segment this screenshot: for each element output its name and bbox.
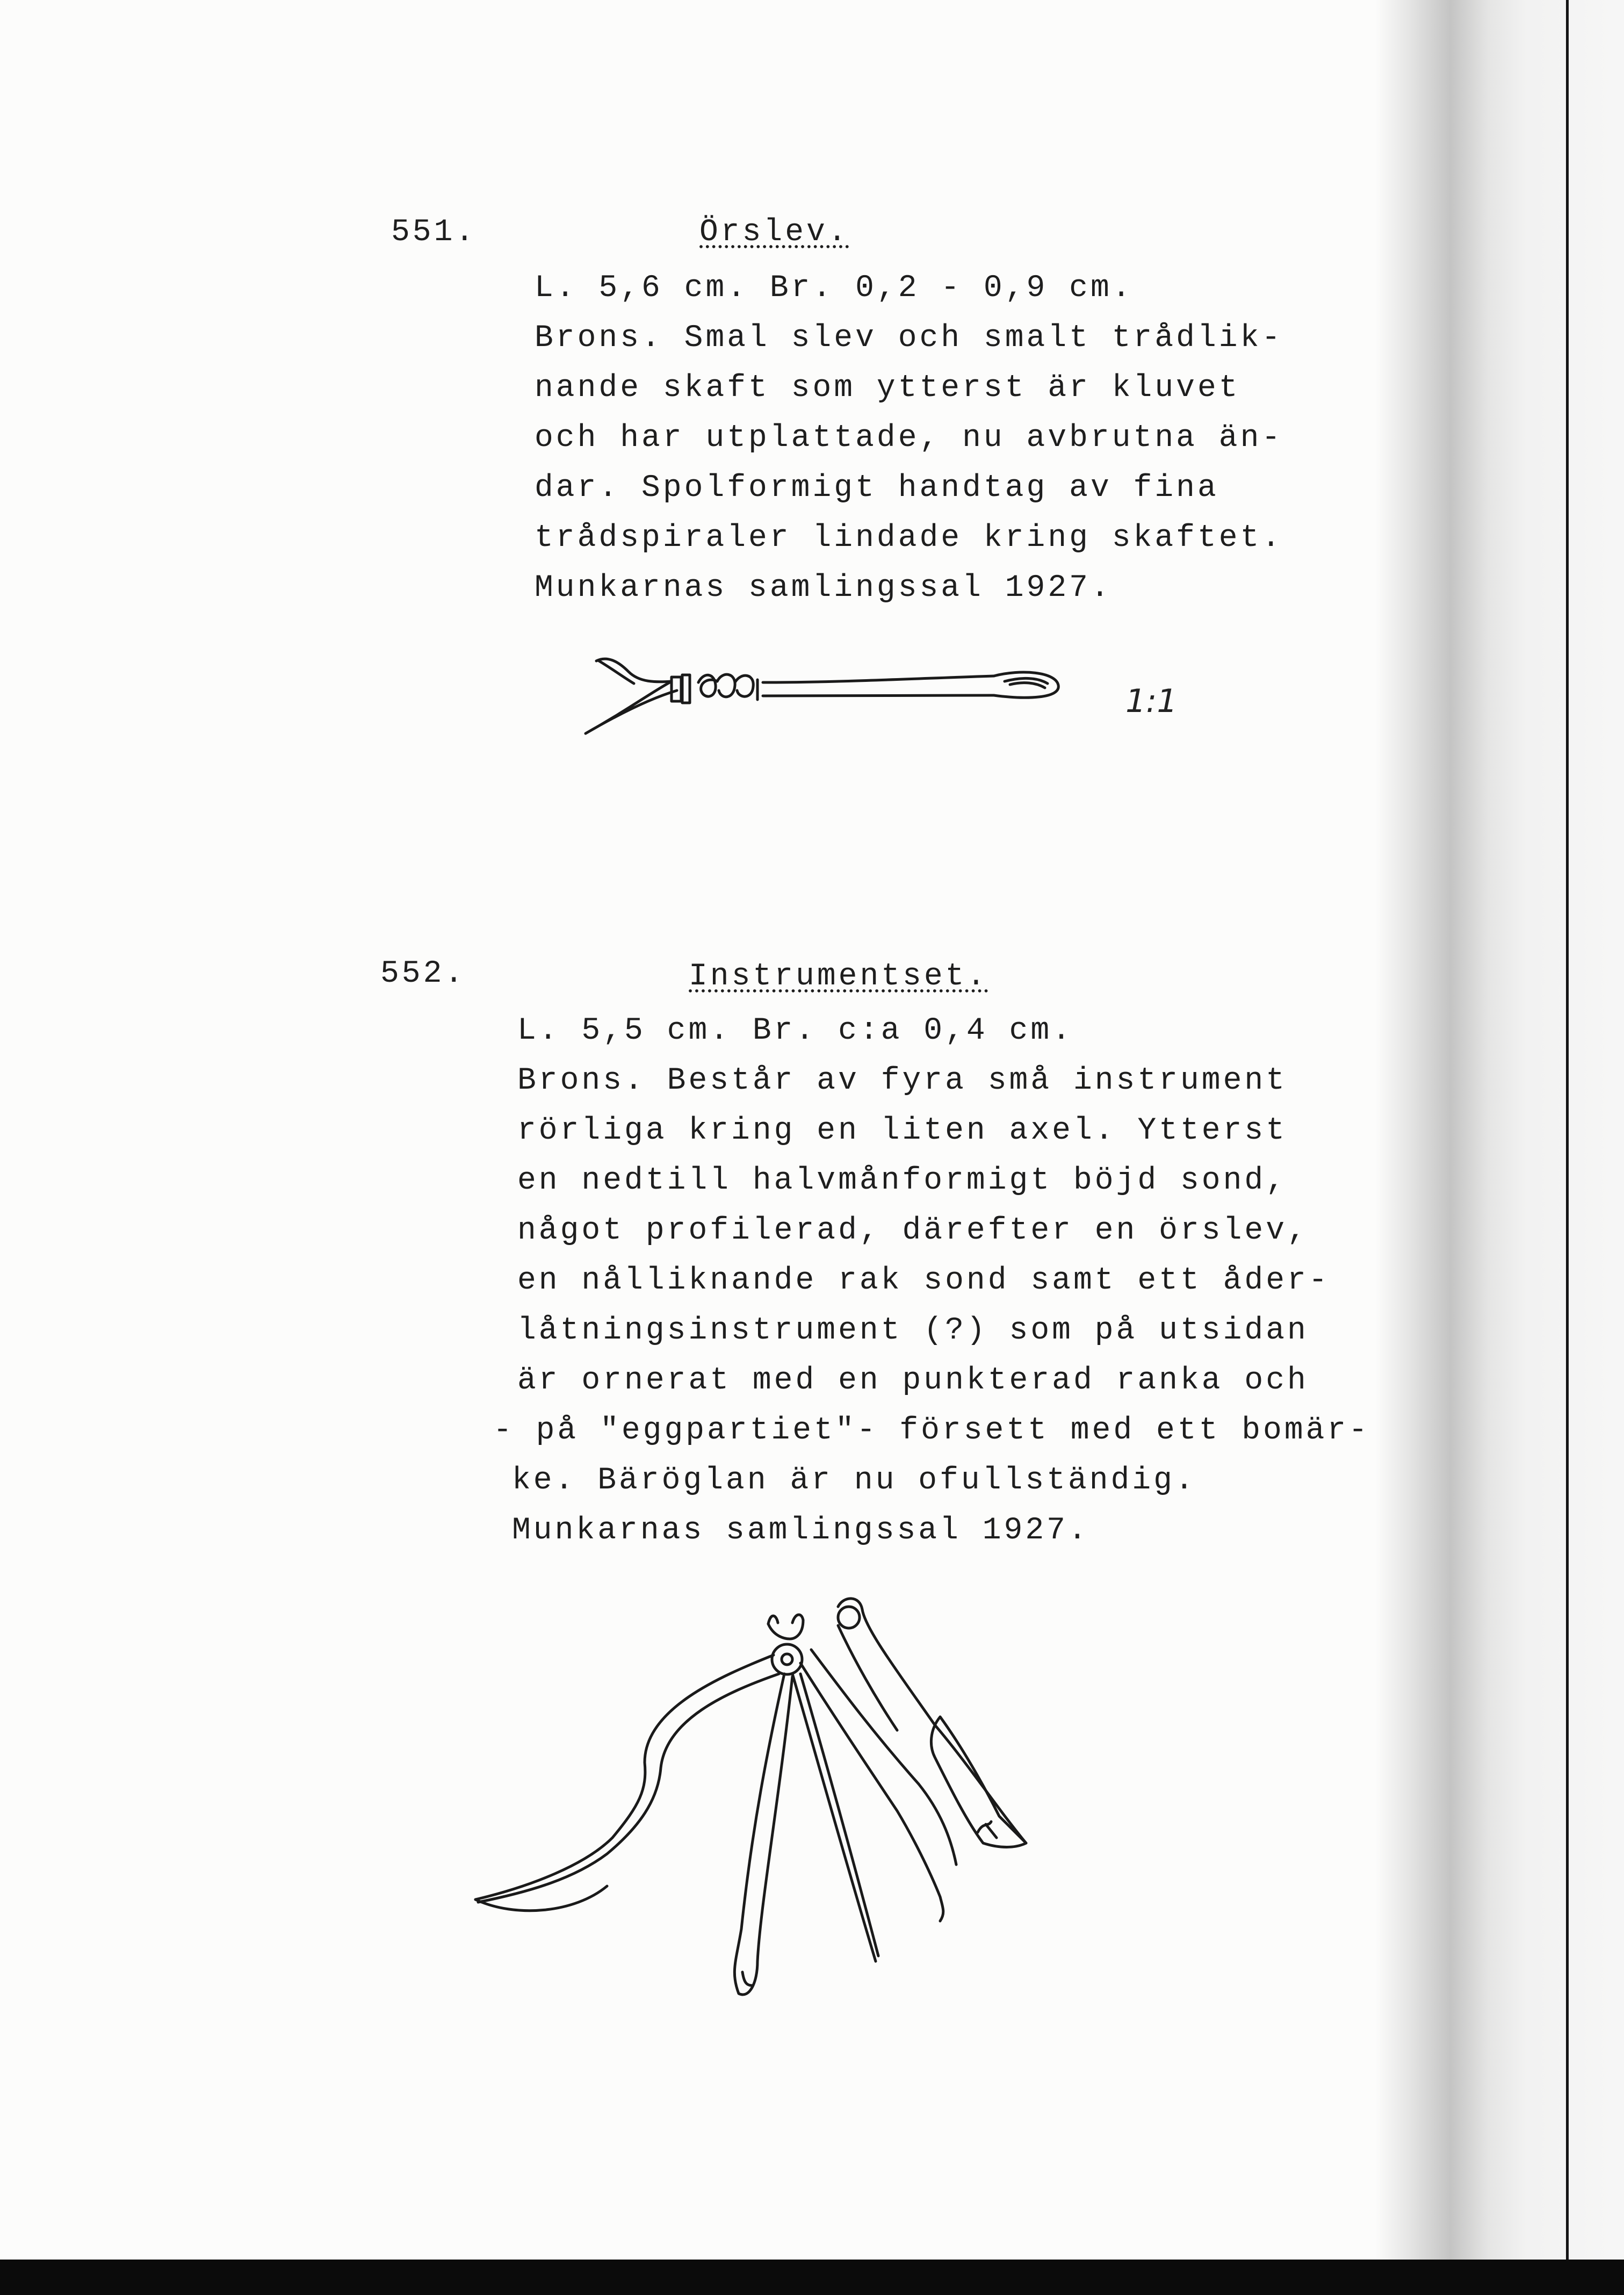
entry-552-text (493, 1006, 1370, 1556)
book-spine-edge (1566, 0, 1569, 2295)
entry-552-line: rörliga kring en liten axel. Ytterst (517, 1113, 1288, 1148)
entry-552-number: 552. (380, 956, 466, 991)
entry-552-line: - på "eggpartiet"- försett med ett bomär- (493, 1413, 1370, 1448)
entry-552-line: en nålliknande rak sond samt ett åder- (517, 1263, 1330, 1298)
entry-551-line: och har utplattade, nu avbrutna än- (535, 421, 1283, 456)
entry-552-line: är ornerat med en punkterad ranka och (517, 1363, 1309, 1398)
instrument-set-drawing-icon (467, 1585, 1112, 2026)
entry-551-line: dar. Spolformigt handtag av fina (535, 471, 1219, 506)
entry-552-line: Munkarnas samlingssal 1927. (512, 1513, 1089, 1548)
entry-551-line: Munkarnas samlingssal 1927. (535, 571, 1112, 606)
entry-551-line: nande skaft som ytterst är kluvet (535, 371, 1240, 406)
scan-bottom-edge (0, 2260, 1624, 2295)
entry-552-line: Brons. Består av fyra små instrument (517, 1063, 1288, 1098)
entry-551-text (535, 263, 1283, 613)
entry-552-line: något profilerad, därefter en örslev, (517, 1213, 1309, 1248)
entry-552-line: en nedtill halvmånformigt böjd sond, (517, 1163, 1288, 1198)
entry-552-line: låtningsinstrument (?) som på utsidan (517, 1313, 1309, 1348)
entry-551-number: 551. (391, 215, 477, 250)
entry-552-line: L. 5,5 cm. Br. c:a 0,4 cm. (517, 1013, 1073, 1048)
entry-551-scale: 1:1 (1125, 682, 1178, 720)
entry-551-line: L. 5,6 cm. Br. 0,2 - 0,9 cm. (535, 271, 1134, 306)
book-spine-shadow (1375, 0, 1624, 2295)
ear-spoon-drawing-icon (575, 639, 1069, 747)
entry-551-line: trådspiraler lindade kring skaftet. (535, 521, 1283, 556)
entry-552-title: Instrumentset. (689, 959, 988, 994)
entry-552-line: ke. Bäröglan är nu ofullständig. (512, 1463, 1196, 1498)
entry-551-title: Örslev. (699, 215, 849, 250)
entry-551-line: Brons. Smal slev och smalt trådlik- (535, 321, 1283, 356)
